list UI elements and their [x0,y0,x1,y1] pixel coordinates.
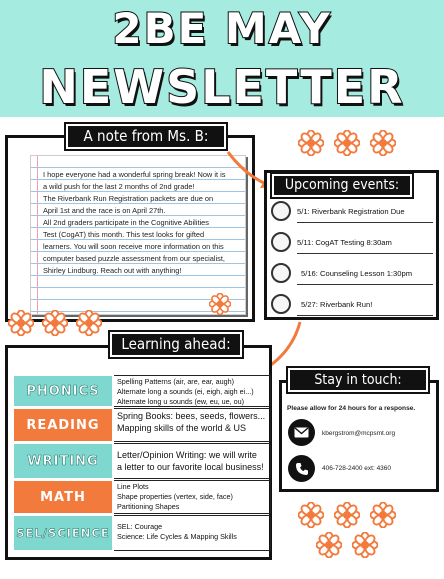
desc-line: Partitioning Shapes [117,502,180,511]
note-box [5,135,255,322]
contact-intro: Please allow for 24 hours for a response. [287,405,416,412]
event-underline [297,253,433,254]
desc-line: Line Plots [117,482,149,491]
events-heading: Upcoming events: [272,174,412,197]
subject-reading: READING [13,408,113,442]
note-line: All 2nd graders participate in the Cognitive Abilities [43,218,209,227]
learning-heading: Learning ahead: [110,332,242,357]
email-address[interactable]: kbergstrom@mcpsmt.org [322,430,396,437]
learning-box [5,345,272,560]
flower-icon [8,310,34,336]
checkbox-circle-icon [271,263,291,283]
flower-icon [76,310,102,336]
desc-line: Alternate long u sounds (ew, eu, ue, ou) [117,397,245,406]
checkbox-circle-icon [271,294,291,314]
event-text: 5/11: CogAT Testing 8:30am [297,238,392,247]
subject-sel-science: SEL/SCIENCE [13,515,113,551]
desc-line: SEL: Courage [117,522,163,531]
event-text: 5/16: Counseling Lesson 1:30pm [301,269,413,278]
event-underline [297,222,433,223]
flower-icon [370,502,396,528]
desc-line: Mapping skills of the world & US [117,423,247,433]
subject-writing: WRITING [13,443,113,479]
desc-line: Spelling Patterns (air, are, ear, augh) [117,377,235,386]
sel-science-description [114,515,271,551]
flower-icon [334,502,360,528]
checkbox-circle-icon [271,201,291,221]
title-line-1: 2BE MAY [112,4,332,53]
event-text: 5/1: Riverbank Registration Due [297,207,405,216]
contact-box [279,380,439,492]
title-line-2: NEWSLETTER [39,60,405,114]
math-description [114,480,271,514]
flower-icon [334,130,360,156]
note-text [43,169,243,277]
contact-heading: Stay in touch: [288,368,428,392]
phone-icon [288,455,315,482]
note-line: learners. You will soon receive more information on this [43,242,224,251]
event-text: 5/27: Riverbank Run! [301,300,373,309]
checkbox-circle-icon [271,232,291,252]
note-line: a wild push for the last 2 months of 2nd grade! [43,182,195,191]
desc-line: Letter/Opinion Writing: we will write [117,450,257,460]
subject-phonics: PHONICS [13,375,113,407]
desc-line: Shape properties (vertex, side, face) [117,492,233,501]
note-line: April 1st and the race is on April 27th. [43,206,166,215]
note-line: The Riverbank Run Registration packets are due on [43,194,214,203]
event-row [267,228,437,258]
subject-math: MATH [13,480,113,514]
flower-icon [298,130,324,156]
writing-description [114,443,271,479]
desc-line: Alternate long a sounds (ei, eigh, aigh ei...) [117,387,254,396]
note-line: Test (CogAT) this month. This test looks for gifted [43,230,205,239]
event-underline [297,315,433,316]
flower-icon [298,502,324,528]
event-row [267,290,437,320]
flower-icon [209,293,231,315]
lined-paper [30,155,246,315]
flower-icon [42,310,68,336]
flower-icon [316,532,342,558]
flower-icon [370,130,396,156]
event-underline [297,284,433,285]
note-line: computer based puzzle assessment from our specialist, [43,254,225,263]
desc-line: Spring Books: bees, seeds, flowers... [117,411,266,421]
event-row [267,197,437,227]
flower-icon [352,532,378,558]
email-icon [288,419,315,446]
phone-number[interactable]: 406-728-2400 ext: 4360 [322,465,392,472]
note-line: I hope everyone had a wonderful spring break! Now it is [43,170,226,179]
desc-line: Science: Life Cycles & Mapping Skills [117,532,237,541]
reading-description [114,408,271,442]
title-banner [0,0,444,117]
event-row [267,259,437,289]
note-heading: A note from Ms. B: [66,124,226,149]
phonics-description [114,375,271,407]
desc-line: a letter to our favorite local business! [117,462,264,472]
note-line: Shirley Lindburg. Reach out with anything! [43,266,182,275]
paper-margin-line [37,156,38,314]
